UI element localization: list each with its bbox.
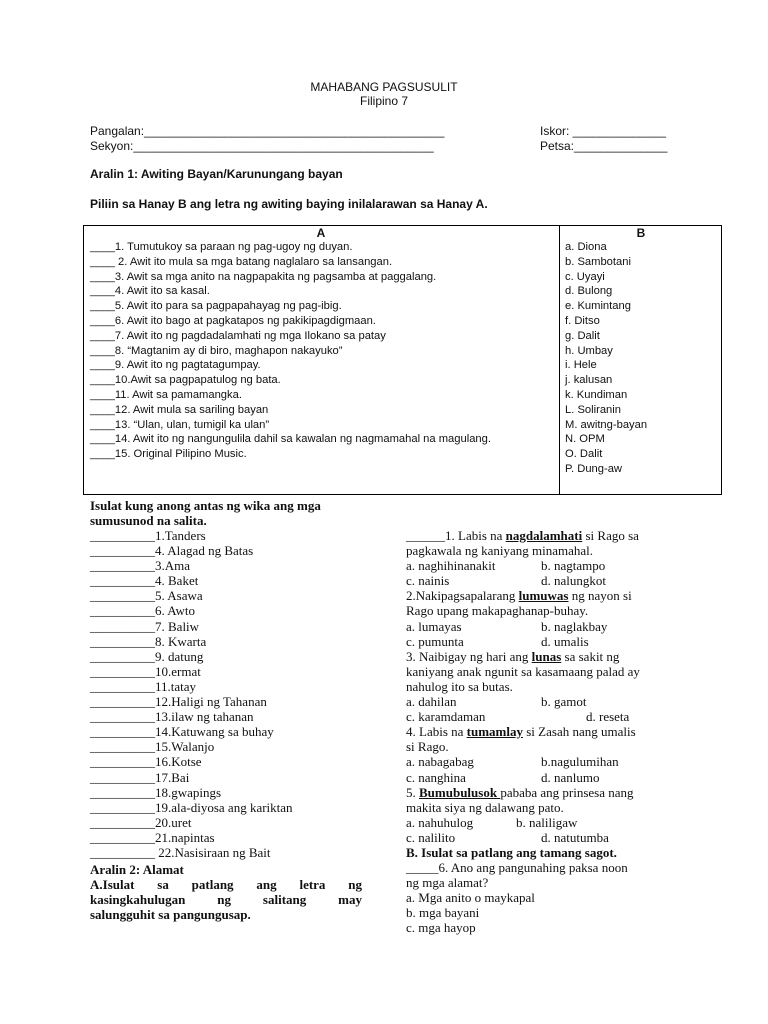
- aralin2-instruction-line2: kasingkahulugan ng salitang may: [90, 892, 362, 907]
- question-5[interactable]: 5. Bumubulusok pababa ang prinsesa nang: [406, 784, 634, 800]
- option-a[interactable]: a. Mga anito o maykapal: [406, 890, 535, 906]
- options-row: [406, 754, 678, 769]
- aralin2-instruction-line3: salungguhit sa pangungusap.: [90, 907, 251, 922]
- option-b[interactable]: b. mga bayani: [406, 905, 480, 921]
- aralin2-heading: Aralin 2: Alamat: [90, 862, 184, 877]
- list-item[interactable]: ____10.Awit sa pagpapatulog ng bata.: [90, 374, 281, 387]
- list-item[interactable]: __________7. Baliw: [90, 618, 200, 634]
- list-item[interactable]: __________16.Kotse: [90, 754, 202, 770]
- option-c[interactable]: c. nanghina: [406, 769, 466, 785]
- list-item[interactable]: ____15. Original Pilipino Music.: [90, 448, 247, 461]
- list-item: M. awitng-bayan: [565, 418, 648, 431]
- list-item[interactable]: __________4. Alagad ng Batas: [90, 543, 254, 559]
- table-divider: [559, 225, 560, 495]
- list-item: c. Uyayi: [565, 270, 605, 283]
- column-b-list: [565, 240, 647, 477]
- list-item[interactable]: ____7. Awit ito ng pagdadalamhati ng mga Ilokano sa patay: [90, 329, 386, 342]
- options-row: [406, 634, 678, 649]
- question-6-cont: ng mga alamat?: [406, 875, 489, 891]
- list-item[interactable]: ____6. Awit ito bago at pagkatapos ng pakikipagdigmaan.: [90, 314, 376, 327]
- question-5-cont: makita siya ng dalawang pato.: [406, 799, 564, 815]
- options-row: [406, 573, 678, 588]
- antas-list: [90, 528, 293, 860]
- column-a-header: A: [316, 226, 326, 240]
- list-item[interactable]: ____ 2. Awit ito mula sa mga batang naglalaro sa lansangan.: [90, 255, 393, 268]
- underlined-word: Bumubulusok: [419, 784, 501, 800]
- option-b[interactable]: b. naliligaw: [516, 814, 578, 830]
- list-item[interactable]: ____4. Awit ito sa kasal.: [90, 285, 210, 298]
- underlined-word: lunas: [531, 648, 562, 664]
- list-item: a. Diona: [565, 241, 607, 253]
- pangalan-field[interactable]: Pangalan:_____________________________________________: [90, 124, 445, 138]
- list-item: g. Dalit: [565, 329, 600, 342]
- list-item[interactable]: ____5. Awit ito para sa pagpapahayag ng pag-ibig.: [90, 300, 342, 313]
- list-item: O. Dalit: [565, 448, 603, 461]
- option-a[interactable]: a. lumayas: [406, 618, 462, 634]
- option-c[interactable]: c. karamdaman: [406, 709, 486, 725]
- list-item: k. Kundiman: [565, 388, 628, 401]
- option-d[interactable]: d. reseta: [586, 709, 630, 725]
- option-a[interactable]: a. naghihinanakit: [406, 558, 496, 574]
- underlined-word: lumuwas: [518, 588, 569, 604]
- underlined-word: tumamlay: [466, 724, 523, 740]
- list-item[interactable]: ____12. Awit mula sa sariling bayan: [90, 403, 269, 416]
- aralin1-instruction: Piliin sa Hanay B ang letra ng awiting baying inilalarawan sa Hanay A.: [90, 197, 488, 211]
- question-3[interactable]: 3. Naibigay ng hari ang lunas sa sakit ng: [406, 648, 620, 664]
- option-c[interactable]: c. mga hayop: [406, 920, 476, 936]
- list-item[interactable]: __________11.tatay: [90, 678, 197, 694]
- list-item: d. Bulong: [565, 285, 613, 298]
- antas-heading-line1: Isulat kung anong antas ng wika ang mga: [90, 498, 321, 513]
- column-a-list: [90, 240, 491, 462]
- part-b-heading: B. Isulat sa patlang ang tamang sagot.: [406, 844, 617, 860]
- list-item: P. Dung-aw: [565, 462, 623, 475]
- list-item[interactable]: __________13.ilaw ng tahanan: [90, 709, 254, 725]
- list-item[interactable]: __________10.ermat: [90, 663, 201, 679]
- options-row: [406, 770, 678, 785]
- list-item[interactable]: __________17.Bai: [90, 769, 190, 785]
- list-item: h. Umbay: [565, 344, 613, 357]
- options-row: [406, 815, 678, 830]
- option-b[interactable]: b. naglakbay: [541, 618, 608, 634]
- question-4[interactable]: 4. Labis na tumamlay si Zasah nang umalis: [406, 724, 636, 740]
- list-item[interactable]: ____11. Awit sa pamamangka.: [90, 388, 242, 401]
- list-item[interactable]: __________5. Asawa: [90, 588, 203, 604]
- antas-heading-line2: sumusunod na salita.: [90, 513, 207, 528]
- option-c[interactable]: c. nalilito: [406, 829, 456, 845]
- aralin2-instruction-line1: A.Isulat sa patlang ang letra ng: [90, 877, 362, 892]
- question-1-cont: pagkawala ng kaniyang minamahal.: [406, 543, 593, 559]
- list-item: b. Sambotani: [565, 255, 631, 268]
- option-b[interactable]: b. nagtampo: [541, 558, 606, 574]
- option-b[interactable]: b. gamot: [541, 694, 587, 710]
- option-a[interactable]: a. dahilan: [406, 694, 457, 710]
- options-row: [406, 709, 678, 724]
- list-item[interactable]: ____9. Awit ito ng pagtatagumpay.: [90, 359, 261, 372]
- list-item[interactable]: ____1. Tumutukoy sa paraan ng pag-ugoy ng duyan.: [90, 241, 353, 253]
- question-2-cont: Rago upang makapaghanap-buhay.: [406, 603, 589, 619]
- options-row: [406, 558, 678, 573]
- list-item[interactable]: __________18.gwapings: [90, 784, 222, 800]
- list-item[interactable]: __________21.napintas: [90, 829, 215, 845]
- list-item[interactable]: __________3.Ama: [90, 558, 191, 574]
- list-item[interactable]: __________8. Kwarta: [90, 633, 207, 649]
- options-row: [406, 619, 678, 634]
- petsa-field[interactable]: Petsa:______________: [540, 139, 668, 153]
- list-item: e. Kumintang: [565, 300, 631, 313]
- list-item[interactable]: __________19.ala-diyosa ang kariktan: [90, 799, 293, 815]
- list-item[interactable]: ____8. “Magtanim ay di biro, maghapon nakayuko”: [90, 344, 343, 357]
- list-item: N. OPM: [565, 433, 605, 446]
- list-item[interactable]: ____14. Awit ito ng nangungulila dahil sa kawalan ng nagmamahal na magulang.: [90, 433, 491, 446]
- list-item[interactable]: __________1.Tanders: [90, 528, 206, 543]
- options-row: [406, 694, 678, 709]
- option-d[interactable]: d. umalis: [541, 633, 589, 649]
- questions-column: [406, 528, 678, 936]
- question-3-cont: kaniyang anak ngunit sa kasamaang palad ay: [406, 663, 640, 679]
- option-c[interactable]: c. pumunta: [406, 633, 464, 649]
- list-item: L. Soliranin: [565, 403, 621, 416]
- underlined-word: nagdalamhati: [505, 528, 583, 543]
- option-a[interactable]: a. nabagabag: [406, 754, 474, 770]
- list-item[interactable]: __________6. Awto: [90, 603, 195, 619]
- list-item[interactable]: ____3. Awit sa mga anito na nagpapakita ng pagsamba at paggalang.: [90, 270, 437, 283]
- question-3-cont: nahulog ito sa butas.: [406, 678, 513, 694]
- list-item: f. Ditso: [565, 314, 600, 327]
- question-6[interactable]: _____6. Ano ang pangunahing paksa noon: [406, 860, 628, 876]
- list-item[interactable]: ____13. “Ulan, ulan, tumigil ka ulan”: [90, 418, 270, 431]
- list-item[interactable]: __________14.Katuwang sa buhay: [90, 724, 274, 740]
- option-d[interactable]: d. nanlumo: [541, 769, 600, 785]
- question-1[interactable]: ______1. Labis na nagdalamhati si Rago sa: [406, 528, 639, 543]
- list-item[interactable]: __________12.Haligi ng Tahanan: [90, 694, 267, 710]
- list-item[interactable]: __________15.Walanjo: [90, 739, 215, 755]
- list-item[interactable]: __________ 22.Nasisiraan ng Bait: [90, 844, 271, 860]
- list-item: i. Hele: [565, 359, 597, 372]
- option-b[interactable]: b.nagulumihan: [541, 754, 619, 770]
- option-d[interactable]: d. natutumba: [541, 829, 609, 845]
- list-item[interactable]: __________20.uret: [90, 814, 192, 830]
- page-subtitle: Filipino 7: [359, 94, 409, 108]
- aralin1-heading: Aralin 1: Awiting Bayan/Karunungang bayan: [90, 167, 343, 181]
- iskor-field[interactable]: Iskor: ______________: [540, 124, 667, 138]
- question-2[interactable]: 2.Nakipagsapalarang lumuwas ng nayon si: [406, 588, 632, 604]
- page-title: MAHABANG PAGSUSULIT: [310, 80, 458, 94]
- list-item[interactable]: __________9. datung: [90, 648, 204, 664]
- list-item: j. kalusan: [565, 374, 613, 387]
- option-c[interactable]: c. nainis: [406, 573, 450, 589]
- list-item[interactable]: __________4. Baket: [90, 573, 199, 589]
- question-4-cont: si Rago.: [406, 739, 449, 755]
- options-row: [406, 830, 678, 845]
- option-d[interactable]: d. nalungkot: [541, 573, 606, 589]
- option-a[interactable]: a. nahuhulog: [406, 814, 474, 830]
- column-b-header: B: [636, 226, 646, 240]
- sekyon-field[interactable]: Sekyon:_____________________________________________: [90, 139, 434, 153]
